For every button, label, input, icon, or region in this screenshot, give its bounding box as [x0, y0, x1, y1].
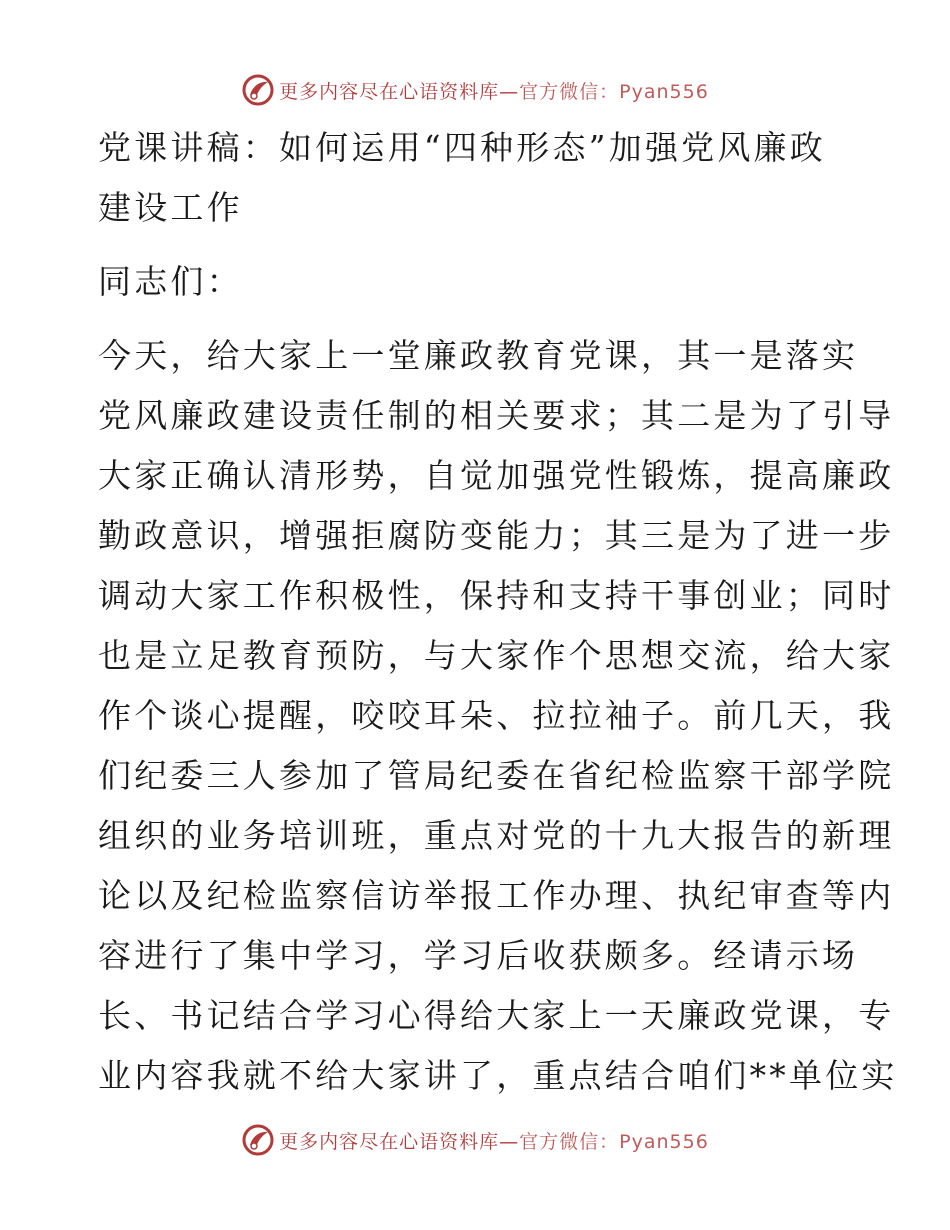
title-line: 党课讲稿：如何运用“四种形态”加强党风廉政 — [98, 128, 826, 167]
paragraph-line: 作个谈心提醒，咬咬耳朵、拉拉袖子。前几天，我 — [98, 696, 895, 735]
paragraph-line: 勤政意识，增强拒腐防变能力；其三是为了进一步 — [98, 516, 895, 555]
paragraph-line: 论以及纪检监察信访举报工作办理、执纪审查等内 — [98, 876, 895, 915]
paragraph — [98, 326, 898, 1106]
footer-watermark-text — [279, 1127, 709, 1154]
paragraph-line: 调动大家工作积极性，保持和支持干事创业；同时 — [98, 576, 895, 615]
header-watermark-banner — [0, 70, 950, 110]
title-line: 建设工作 — [98, 188, 243, 227]
paragraph-line: 业内容我就不给大家讲了，重点结合咱们**单位实 — [98, 1056, 898, 1095]
paragraph-line: 长、书记结合学习心得给大家上一天廉政党课，专 — [98, 996, 895, 1035]
footer-watermark-main: 更多内容尽在心语资料库— — [279, 1130, 520, 1153]
header-watermark-text — [279, 77, 709, 104]
paragraph-line: 今天，给大家上一堂廉政教育党课，其一是落实 — [98, 336, 859, 375]
paragraph-line: 党风廉政建设责任制的相关要求；其二是为了引导 — [98, 396, 895, 435]
logo-icon — [241, 73, 275, 107]
paragraph-line: 们纪委三人参加了管局纪委在省纪检监察干部学院 — [98, 756, 895, 795]
footer-watermark-banner — [0, 1120, 950, 1160]
paragraph-line: 也是立足教育预防，与大家作个思想交流，给大家 — [98, 636, 895, 675]
paragraph-line: 大家正确认清形势，自觉加强党性锻炼，提高廉政 — [98, 456, 895, 495]
header-watermark-main: 更多内容尽在心语资料库— — [279, 80, 520, 103]
salutation: 同志们： — [98, 262, 243, 301]
header-watermark-wechat: 官方微信：Pyan556 — [519, 80, 709, 103]
document-body — [98, 118, 898, 1106]
footer-watermark-wechat: 官方微信：Pyan556 — [519, 1130, 709, 1153]
paragraph-line: 组织的业务培训班，重点对党的十九大报告的新理 — [98, 816, 895, 855]
logo-icon — [241, 1123, 275, 1157]
paragraph-line: 容进行了集中学习，学习后收获颇多。经请示场 — [98, 936, 859, 975]
document-title — [98, 118, 858, 238]
